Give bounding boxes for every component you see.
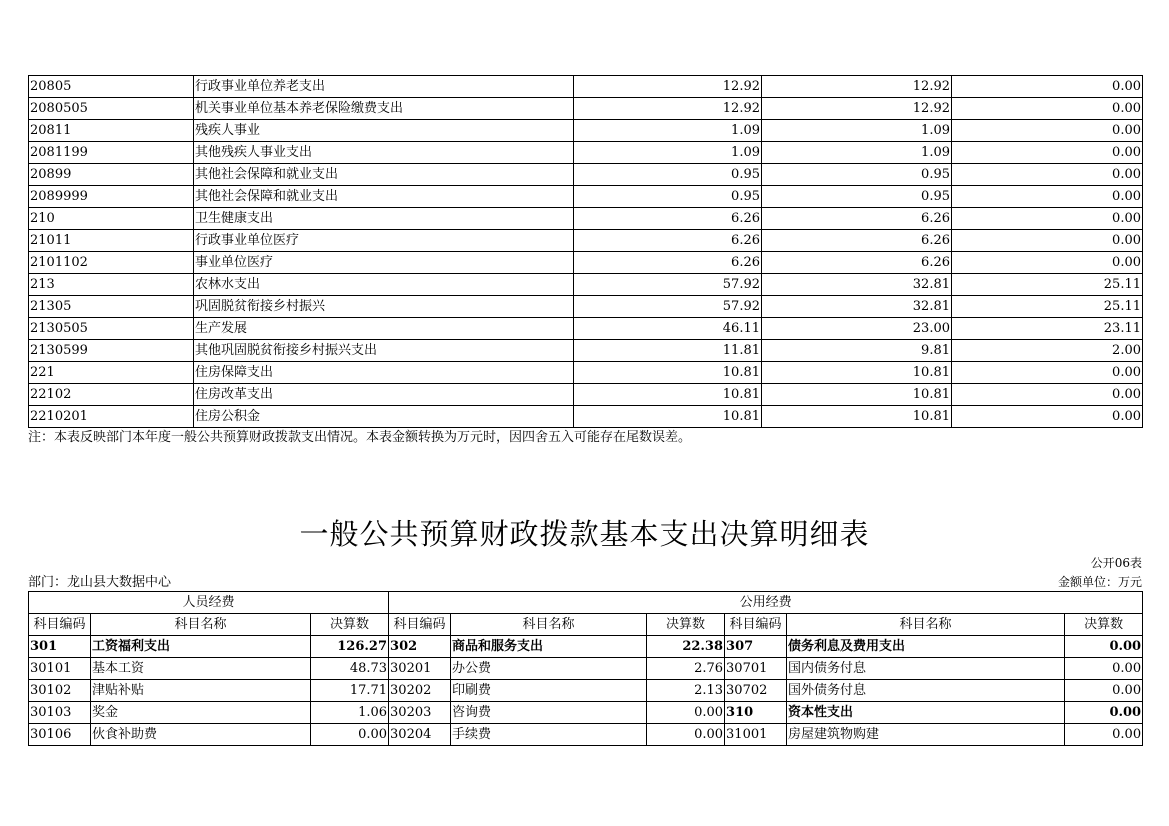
total-amount: 6.26	[574, 252, 762, 274]
subject-name: 事业单位医疗	[194, 252, 574, 274]
subject-name: 国外债务付息	[787, 680, 1065, 702]
subject-name: 办公费	[451, 658, 647, 680]
subject-code: 2081199	[29, 142, 194, 164]
subject-name: 咨询费	[451, 702, 647, 724]
table-row	[29, 274, 1143, 296]
subject-code: 22102	[29, 384, 194, 406]
subject-name: 农林水支出	[194, 274, 574, 296]
project-amount: 23.11	[952, 318, 1143, 340]
project-amount: 0.00	[952, 406, 1143, 428]
table-row	[29, 318, 1143, 340]
subject-code: 30106	[29, 724, 91, 746]
total-amount: 1.09	[574, 120, 762, 142]
table-row	[29, 724, 1143, 746]
subject-name: 行政事业单位养老支出	[194, 76, 574, 98]
table-row	[29, 384, 1143, 406]
subject-name: 房屋建筑物购建	[787, 724, 1065, 746]
project-amount: 0.00	[952, 98, 1143, 120]
project-amount: 0.00	[952, 120, 1143, 142]
table-row	[29, 680, 1143, 702]
project-amount: 0.00	[952, 76, 1143, 98]
table-row	[29, 702, 1143, 724]
project-amount: 25.11	[952, 274, 1143, 296]
amount-unit-label: 金额单位：万元	[1057, 575, 1142, 589]
basic-expenditure-detail-table	[28, 591, 1143, 746]
col-amount-header: 决算数	[311, 614, 389, 636]
subject-code: 30202	[389, 680, 451, 702]
amount: 1.06	[311, 702, 389, 724]
amount: 0.00	[311, 724, 389, 746]
project-amount: 0.00	[952, 384, 1143, 406]
project-amount: 0.00	[952, 164, 1143, 186]
subject-code: 30102	[29, 680, 91, 702]
amount: 0.00	[1065, 636, 1143, 658]
total-amount: 57.92	[574, 274, 762, 296]
basic-amount: 0.95	[762, 186, 952, 208]
amount: 2.76	[647, 658, 725, 680]
basic-amount: 1.09	[762, 120, 952, 142]
basic-amount: 6.26	[762, 252, 952, 274]
expenditure-summary-table	[28, 75, 1143, 428]
basic-amount: 6.26	[762, 208, 952, 230]
subject-code: 30203	[389, 702, 451, 724]
total-amount: 0.95	[574, 164, 762, 186]
col-name-header: 科目名称	[91, 614, 311, 636]
subject-name: 卫生健康支出	[194, 208, 574, 230]
total-amount: 0.95	[574, 186, 762, 208]
total-amount: 6.26	[574, 208, 762, 230]
subject-name: 基本工资	[91, 658, 311, 680]
table-row	[29, 208, 1143, 230]
total-amount: 57.92	[574, 296, 762, 318]
subject-name: 资本性支出	[787, 702, 1065, 724]
group-public-header: 公用经费	[389, 592, 1143, 614]
basic-amount: 10.81	[762, 384, 952, 406]
subject-code: 20811	[29, 120, 194, 142]
col-amount-header: 决算数	[647, 614, 725, 636]
col-amount-header: 决算数	[1065, 614, 1143, 636]
amount: 0.00	[1065, 724, 1143, 746]
project-amount: 0.00	[952, 230, 1143, 252]
subject-name: 其他社会保障和就业支出	[194, 186, 574, 208]
total-amount: 10.81	[574, 384, 762, 406]
group-personnel-header: 人员经费	[29, 592, 389, 614]
table-row	[29, 252, 1143, 274]
total-amount: 6.26	[574, 230, 762, 252]
table-row	[29, 296, 1143, 318]
basic-amount: 6.26	[762, 230, 952, 252]
group-header-row	[29, 592, 1143, 614]
subject-name: 生产发展	[194, 318, 574, 340]
table-row	[29, 120, 1143, 142]
subject-name: 商品和服务支出	[451, 636, 647, 658]
subject-code: 20899	[29, 164, 194, 186]
basic-amount: 10.81	[762, 406, 952, 428]
table-row	[29, 230, 1143, 252]
subject-code: 213	[29, 274, 194, 296]
subject-code: 210	[29, 208, 194, 230]
table-row	[29, 636, 1143, 658]
amount: 0.00	[647, 702, 725, 724]
subject-name: 津贴补贴	[91, 680, 311, 702]
subject-name: 行政事业单位医疗	[194, 230, 574, 252]
subject-name: 机关事业单位基本养老保险缴费支出	[194, 98, 574, 120]
subject-code: 30204	[389, 724, 451, 746]
col-code-header: 科目编码	[389, 614, 451, 636]
amount: 2.13	[647, 680, 725, 702]
basic-amount: 9.81	[762, 340, 952, 362]
project-amount: 25.11	[952, 296, 1143, 318]
subject-code: 30103	[29, 702, 91, 724]
table-row	[29, 340, 1143, 362]
basic-amount: 10.81	[762, 362, 952, 384]
expenditure-summary-body	[29, 76, 1143, 428]
table-row	[29, 164, 1143, 186]
total-amount: 10.81	[574, 406, 762, 428]
page-title: 一般公共预算财政拨款基本支出决算明细表	[299, 517, 870, 551]
total-amount: 46.11	[574, 318, 762, 340]
project-amount: 0.00	[952, 142, 1143, 164]
subject-code: 2130505	[29, 318, 194, 340]
subject-code: 302	[389, 636, 451, 658]
amount: 48.73	[311, 658, 389, 680]
table-row	[29, 98, 1143, 120]
subject-name: 住房公积金	[194, 406, 574, 428]
subject-code: 307	[725, 636, 787, 658]
basic-amount: 12.92	[762, 98, 952, 120]
subject-name: 住房保障支出	[194, 362, 574, 384]
subject-code: 310	[725, 702, 787, 724]
total-amount: 11.81	[574, 340, 762, 362]
department-label: 部门：龙山县大数据中心	[28, 575, 172, 590]
table-row	[29, 142, 1143, 164]
detail-body	[29, 636, 1143, 746]
table-row	[29, 76, 1143, 98]
subject-name: 其他社会保障和就业支出	[194, 164, 574, 186]
basic-amount: 23.00	[762, 318, 952, 340]
total-amount: 1.09	[574, 142, 762, 164]
subject-name: 工资福利支出	[91, 636, 311, 658]
table-row	[29, 658, 1143, 680]
subject-name: 国内债务付息	[787, 658, 1065, 680]
col-code-header: 科目编码	[725, 614, 787, 636]
project-amount: 0.00	[952, 208, 1143, 230]
amount: 22.38	[647, 636, 725, 658]
table-row	[29, 362, 1143, 384]
subject-code: 2101102	[29, 252, 194, 274]
project-amount: 2.00	[952, 340, 1143, 362]
amount: 0.00	[1065, 658, 1143, 680]
subject-name: 奖金	[91, 702, 311, 724]
amount: 0.00	[1065, 680, 1143, 702]
col-code-header: 科目编码	[29, 614, 91, 636]
subject-code: 2210201	[29, 406, 194, 428]
amount: 0.00	[647, 724, 725, 746]
total-amount: 12.92	[574, 98, 762, 120]
subject-code: 21011	[29, 230, 194, 252]
table-row	[29, 186, 1143, 208]
subject-code: 30201	[389, 658, 451, 680]
subject-code: 21305	[29, 296, 194, 318]
total-amount: 10.81	[574, 362, 762, 384]
subject-name: 手续费	[451, 724, 647, 746]
subject-code: 31001	[725, 724, 787, 746]
table-note: 注：本表反映部门本年度一般公共预算财政拨款支出情况。本表金额转换为万元时，因四舍五入可能存在尾数误差。	[28, 430, 692, 445]
form-number: 公开06表	[1090, 556, 1142, 570]
amount: 0.00	[1065, 702, 1143, 724]
amount: 126.27	[311, 636, 389, 658]
subject-name: 住房改革支出	[194, 384, 574, 406]
project-amount: 0.00	[952, 362, 1143, 384]
subject-code: 20805	[29, 76, 194, 98]
subject-code: 30701	[725, 658, 787, 680]
subject-code: 2080505	[29, 98, 194, 120]
col-name-header: 科目名称	[451, 614, 647, 636]
basic-amount: 32.81	[762, 296, 952, 318]
subject-name: 债务利息及费用支出	[787, 636, 1065, 658]
subject-code: 2130599	[29, 340, 194, 362]
project-amount: 0.00	[952, 186, 1143, 208]
subject-code: 221	[29, 362, 194, 384]
project-amount: 0.00	[952, 252, 1143, 274]
subject-name: 印刷费	[451, 680, 647, 702]
table-row	[29, 406, 1143, 428]
subject-name: 其他残疾人事业支出	[194, 142, 574, 164]
basic-amount: 12.92	[762, 76, 952, 98]
subject-code: 2089999	[29, 186, 194, 208]
column-header-row	[29, 614, 1143, 636]
amount: 17.71	[311, 680, 389, 702]
basic-amount: 0.95	[762, 164, 952, 186]
subject-code: 30702	[725, 680, 787, 702]
subject-code: 301	[29, 636, 91, 658]
total-amount: 12.92	[574, 76, 762, 98]
subject-name: 其他巩固脱贫衔接乡村振兴支出	[194, 340, 574, 362]
subject-code: 30101	[29, 658, 91, 680]
subject-name: 巩固脱贫衔接乡村振兴	[194, 296, 574, 318]
subject-name: 伙食补助费	[91, 724, 311, 746]
col-name-header: 科目名称	[787, 614, 1065, 636]
basic-amount: 1.09	[762, 142, 952, 164]
subject-name: 残疾人事业	[194, 120, 574, 142]
basic-amount: 32.81	[762, 274, 952, 296]
